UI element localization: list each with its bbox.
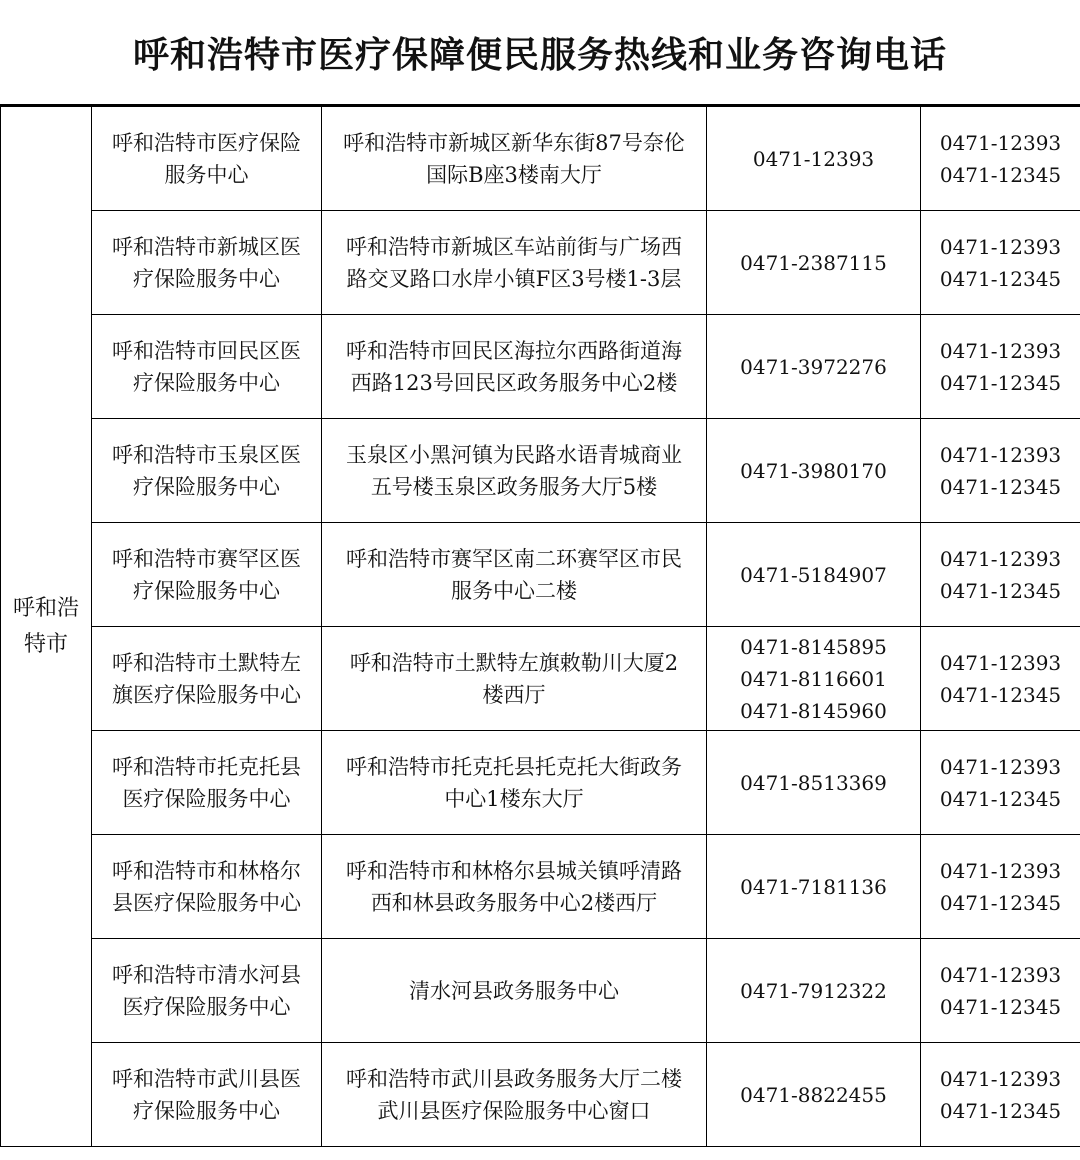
name-line: 服务中心 (164, 162, 249, 187)
hotlines-line: 0471-12393 (939, 650, 1062, 675)
phone-cell (707, 939, 921, 1043)
phones-line: 0471-8116601 (740, 666, 887, 691)
center-name-cell (92, 523, 322, 627)
name-line: 疗保险服务中心 (133, 1098, 280, 1123)
phone-cell (707, 523, 921, 627)
center-name-cell (92, 419, 322, 523)
address-cell (322, 1043, 707, 1147)
address-line: 西路123号回民区政务服务中心2楼 (350, 370, 678, 395)
hotline-cell (921, 523, 1080, 627)
hotline-cell (921, 731, 1080, 835)
table-row (1, 419, 1080, 523)
hotline-cell (921, 107, 1080, 211)
hotlines-line: 0471-12393 (939, 338, 1062, 363)
address-line: 呼和浩特市托克托县托克托大街政务 (346, 754, 682, 779)
hotlines-line: 0471-12393 (939, 858, 1062, 883)
address-line: 服务中心二楼 (451, 578, 577, 603)
hotline-cell (921, 835, 1080, 939)
center-name-cell (92, 107, 322, 211)
phone-cell (707, 315, 921, 419)
address-line: 西和林县政务服务中心2楼西厅 (370, 890, 658, 915)
address-line: 玉泉区小黑河镇为民路水语青城商业 (346, 442, 682, 467)
hotlines-line: 0471-12345 (939, 1098, 1062, 1123)
name-line: 呼和浩特市托克托县 (112, 754, 301, 779)
table-row (1, 107, 1080, 211)
name-line: 呼和浩特市武川县医 (112, 1066, 301, 1091)
hotlines-line: 0471-12393 (939, 442, 1062, 467)
address-line: 呼和浩特市新城区车站前街与广场西 (346, 234, 682, 259)
hotline-cell (921, 419, 1080, 523)
table-row (1, 315, 1080, 419)
phone-cell (707, 731, 921, 835)
center-name-cell (92, 1043, 322, 1147)
hotlines-line: 0471-12345 (939, 682, 1062, 707)
name-line: 旗医疗保险服务中心 (112, 682, 301, 707)
hotline-cell (921, 211, 1080, 315)
region-label: 特市 (23, 631, 68, 657)
hotlines-line: 0471-12393 (939, 754, 1062, 779)
hotlines-line: 0471-12345 (939, 474, 1062, 499)
name-line: 呼和浩特市清水河县 (112, 962, 301, 987)
phones-line: 0471-7181136 (740, 874, 887, 899)
address-line: 呼和浩特市新城区新华东街87号奈伦 (343, 130, 685, 155)
phone-cell (707, 419, 921, 523)
address-line: 国际B座3楼南大厅 (426, 162, 602, 187)
table-row (1, 627, 1080, 731)
phone-cell (707, 107, 921, 211)
address-line: 路交叉路口水岸小镇F区3号楼1-3层 (346, 266, 682, 291)
name-line: 疗保险服务中心 (133, 266, 280, 291)
address-line: 呼和浩特市土默特左旗敕勒川大厦2 (349, 650, 679, 675)
center-name-cell (92, 211, 322, 315)
contact-table (0, 106, 1080, 1147)
name-line: 呼和浩特市玉泉区医 (112, 442, 301, 467)
table-row (1, 731, 1080, 835)
hotlines-line: 0471-12393 (939, 130, 1062, 155)
phones-line: 0471-8145960 (740, 698, 887, 723)
phone-cell (707, 627, 921, 731)
phones-line: 0471-5184907 (740, 562, 887, 587)
name-line: 呼和浩特市医疗保险 (112, 130, 301, 155)
phone-cell (707, 211, 921, 315)
hotline-cell (921, 627, 1080, 731)
address-cell (322, 211, 707, 315)
hotline-cell (921, 939, 1080, 1043)
address-cell (322, 315, 707, 419)
name-line: 呼和浩特市土默特左 (112, 650, 301, 675)
name-line: 医疗保险服务中心 (122, 786, 291, 811)
table-row (1, 1043, 1080, 1147)
address-line: 呼和浩特市和林格尔县城关镇呼清路 (346, 858, 682, 883)
phones-line: 0471-3972276 (740, 354, 887, 379)
phones-line: 0471-8513369 (740, 770, 887, 795)
phone-cell (707, 1043, 921, 1147)
address-cell (322, 523, 707, 627)
region-cell (1, 107, 92, 1147)
phones-line: 0471-3980170 (740, 458, 887, 483)
name-line: 疗保险服务中心 (133, 370, 280, 395)
hotlines-line: 0471-12393 (939, 234, 1062, 259)
name-line: 县医疗保险服务中心 (112, 890, 301, 915)
hotlines-line: 0471-12345 (939, 786, 1062, 811)
center-name-cell (92, 939, 322, 1043)
title-row (0, 0, 1080, 106)
table-row (1, 939, 1080, 1043)
hotlines-line: 0471-12345 (939, 266, 1062, 291)
table-row (1, 211, 1080, 315)
center-name-cell (92, 315, 322, 419)
center-name-cell (92, 731, 322, 835)
address-line: 楼西厅 (482, 682, 546, 707)
center-name-cell (92, 627, 322, 731)
phones-line: 0471-7912322 (740, 978, 887, 1003)
address-line: 五号楼玉泉区政务服务大厅5楼 (370, 474, 658, 499)
phones-line: 0471-2387115 (740, 250, 887, 275)
page-title: 呼和浩特市医疗保障便民服务热线和业务咨询电话 (132, 34, 947, 76)
name-line: 医疗保险服务中心 (122, 994, 291, 1019)
phones-line: 0471-12393 (752, 146, 875, 171)
hotlines-line: 0471-12393 (939, 962, 1062, 987)
address-line: 呼和浩特市回民区海拉尔西路街道海 (346, 338, 682, 363)
region-label: 呼和浩 (12, 595, 79, 621)
address-cell (322, 731, 707, 835)
table-row (1, 835, 1080, 939)
table-row (1, 523, 1080, 627)
name-line: 疗保险服务中心 (133, 474, 280, 499)
address-line: 呼和浩特市赛罕区南二环赛罕区市民 (346, 546, 682, 571)
table-body (1, 107, 1080, 1147)
address-cell (322, 107, 707, 211)
hotlines-line: 0471-12345 (939, 370, 1062, 395)
hotlines-line: 0471-12345 (939, 994, 1062, 1019)
phone-cell (707, 835, 921, 939)
name-line: 呼和浩特市赛罕区医 (112, 546, 301, 571)
address-cell (322, 419, 707, 523)
phones-line: 0471-8822455 (740, 1082, 887, 1107)
address-cell (322, 835, 707, 939)
address-cell (322, 939, 707, 1043)
name-line: 呼和浩特市回民区医 (112, 338, 301, 363)
hotlines-line: 0471-12345 (939, 578, 1062, 603)
phones-line: 0471-8145895 (740, 634, 887, 659)
hotlines-line: 0471-12393 (939, 546, 1062, 571)
hotlines-line: 0471-12345 (939, 890, 1062, 915)
address-line: 清水河县政务服务中心 (409, 978, 619, 1003)
name-line: 呼和浩特市和林格尔 (112, 858, 301, 883)
name-line: 呼和浩特市新城区医 (112, 234, 301, 259)
hotlines-line: 0471-12345 (939, 162, 1062, 187)
address-line: 武川县医疗保险服务中心窗口 (377, 1098, 651, 1123)
hotlines-line: 0471-12393 (939, 1066, 1062, 1091)
hotline-cell (921, 315, 1080, 419)
address-cell (322, 627, 707, 731)
name-line: 疗保险服务中心 (133, 578, 280, 603)
hotline-cell (921, 1043, 1080, 1147)
center-name-cell (92, 835, 322, 939)
address-line: 中心1楼东大厅 (444, 786, 584, 811)
address-line: 呼和浩特市武川县政务服务大厅二楼 (346, 1066, 682, 1091)
